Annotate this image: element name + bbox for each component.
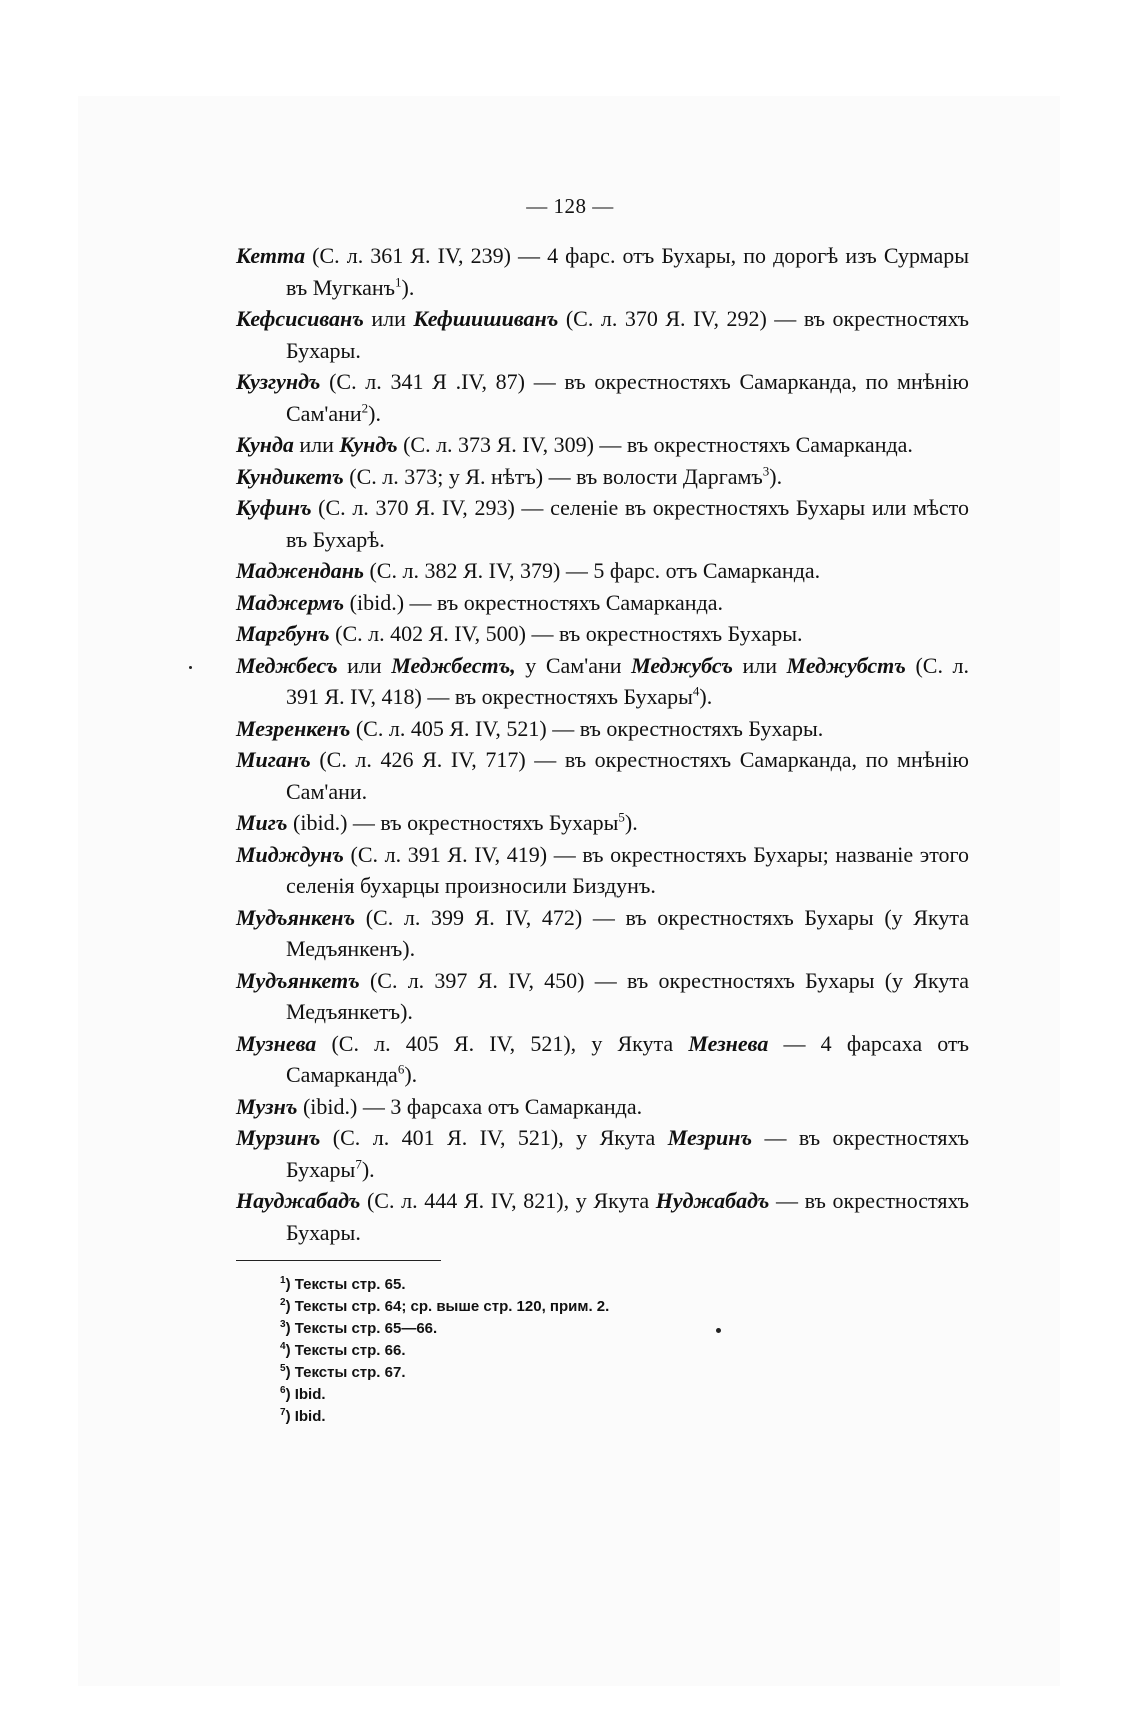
entry-tail: ). <box>624 810 638 835</box>
entry <box>236 429 969 461</box>
footnote-number: 4 <box>280 1341 286 1352</box>
entry-term: Маджермъ <box>236 589 345 615</box>
footnote-ref: 5 <box>618 809 625 825</box>
entry <box>236 650 969 713</box>
entry-text: (ibid.) — 3 фарсаха отъ Самарканда. <box>297 1093 643 1119</box>
entry-text: (ibid.) — въ окрестностяхъ Самарканда. <box>344 589 724 615</box>
footnote-ref: 4 <box>692 683 700 699</box>
entry-term: Мезнева <box>688 1030 769 1056</box>
entry <box>236 366 969 429</box>
entry-tail: ). <box>401 274 415 300</box>
footnote-ref: 6 <box>397 1061 405 1077</box>
entry-term: Мидждунъ <box>236 841 344 867</box>
footnote-number: 7 <box>280 1407 286 1418</box>
footnote-text: ) Тексты стр. 65—66. <box>285 1320 438 1337</box>
footnote-number: 2 <box>280 1297 286 1308</box>
entry <box>236 461 969 493</box>
entry-text: (С. л. 405 Я. IV, 521), у Якута <box>316 1030 689 1056</box>
entry-text: — въ окрестностяхъ Бухары. <box>286 1188 969 1245</box>
footnote-text: ) Тексты стр. 64; ср. выше стр. 120, прим. 2. <box>285 1298 610 1315</box>
entry-tail: ). <box>404 1062 418 1087</box>
entry-term: Науджабадъ <box>236 1188 361 1213</box>
footnote-text: ) Ibid. <box>285 1408 326 1425</box>
entry-text: (С. л. 401 Я. IV, 521), у Якута <box>320 1125 668 1150</box>
entry-text: (С. л. 391 Я. IV, 418) — въ окрестностяхъ Бухары <box>286 652 970 709</box>
entry-term: Мезренкенъ <box>236 715 351 741</box>
footnote <box>280 1318 609 1340</box>
footnote <box>280 1274 609 1296</box>
entry-text: или <box>732 652 787 678</box>
entry-term: Маджендань <box>236 558 364 583</box>
entry-term: Меджубсъ <box>631 652 733 678</box>
entry-text: или <box>337 652 392 678</box>
footnote-text: ) Тексты стр. 67. <box>285 1364 406 1381</box>
entry <box>236 492 969 555</box>
footnotes <box>280 1274 609 1428</box>
footnote <box>280 1296 609 1318</box>
entry <box>236 618 969 650</box>
footnote <box>280 1384 609 1406</box>
entry-term: Меджубстъ <box>786 652 906 678</box>
entry-term: Маргбунъ <box>236 621 330 646</box>
entry-text: — 4 фарсаха отъ Самарканда <box>286 1030 969 1087</box>
entry-tail: ). <box>699 684 713 709</box>
entry-term: Мезринъ <box>667 1125 753 1150</box>
entry-text: (С. л. 402 Я. IV, 500) — въ окрестностяхъ Бухары. <box>329 621 803 646</box>
footnote-number: 3 <box>280 1319 286 1330</box>
entry-text: (С. л. 426 Я. IV, 717) — въ окрестностяхъ Самарканда, по мнѣнію Сам'ани. <box>286 747 969 804</box>
entry-term: Музнъ <box>236 1093 298 1119</box>
entry <box>236 965 969 1028</box>
entry <box>236 713 969 745</box>
entry <box>236 303 969 366</box>
footnote-number: 1 <box>280 1275 286 1286</box>
entry-text: (С. л. 405 Я. IV, 521) — въ окрестностяхъ Бухары. <box>350 715 824 741</box>
entry-term: Мудъянкетъ <box>236 967 360 993</box>
entry-term: Нуджабадъ <box>655 1188 770 1213</box>
entry-term: Кетта <box>236 243 306 268</box>
entry-term: Кунда <box>236 432 294 457</box>
entry-term: Кузгундъ <box>236 369 321 394</box>
entry <box>236 807 969 839</box>
entry-term: Кундъ <box>339 432 398 457</box>
entry-text: (С. л. 341 Я .IV, 87) — въ окрестностяхъ Самарканда, по мнѣнію Сам'ани <box>286 369 969 426</box>
entry-term: Мудъянкенъ <box>236 904 356 930</box>
footnote <box>280 1340 609 1362</box>
entry-text: (С. л. 361 Я. IV, 239) — 4 фарс. отъ Бухары, по дорогѣ изъ Сурмары въ Мугканъ <box>286 243 969 300</box>
gazetteer-entries <box>236 240 969 1248</box>
entry-term: Музнева <box>236 1030 317 1056</box>
entry <box>236 1185 969 1248</box>
entry-text: (ibid.) — въ окрестностяхъ Бухары <box>287 810 619 835</box>
entry-text: (С. л. 373 Я. IV, 309) — въ окрестностяхъ Самарканда. <box>397 432 913 457</box>
entry-text: (С. л. 370 Я. IV, 293) — селеніе въ окрестностяхъ Бухары или мѣсто въ Бухарѣ. <box>286 495 969 552</box>
footnote-number: 6 <box>280 1385 286 1396</box>
entry <box>236 839 969 902</box>
entry <box>236 587 969 619</box>
entry-term: Кундикетъ <box>236 463 344 489</box>
entry-term: Меджбесъ <box>236 652 338 678</box>
entry-text: у Сам'ани <box>515 652 632 678</box>
entry-text: (С. л. 444 Я. IV, 821), у Якута <box>360 1188 656 1213</box>
entry-text: (С. л. 370 Я. IV, 292) — въ окрестностяхъ Бухары. <box>286 306 969 363</box>
entry <box>236 240 969 303</box>
entry-tail: ). <box>361 1156 375 1182</box>
entry-term: Мигъ <box>236 810 288 835</box>
entry-tail: ). <box>368 400 381 426</box>
footnote-text: ) Тексты стр. 66. <box>285 1342 406 1359</box>
footnote <box>280 1406 609 1428</box>
entry <box>236 1122 969 1185</box>
entry <box>236 555 969 587</box>
entry-text: (С. л. 397 Я. IV, 450) — въ окрестностяхъ Бухары (у Якута Медъянкетъ). <box>286 967 969 1024</box>
entry-text: или <box>363 306 414 331</box>
footnote-text: ) Ibid. <box>285 1386 326 1403</box>
footnote-ref: 3 <box>762 463 770 479</box>
entry-text: (С. л. 373; у Я. нѣтъ) — въ волости Даргамъ <box>343 463 763 489</box>
entry-text: — въ окрестностяхъ Бухары <box>286 1125 969 1182</box>
entry-text: (С. л. 382 Я. IV, 379) — 5 фарс. отъ Самарканда. <box>363 558 821 583</box>
entry-term: Меджбестъ, <box>391 652 516 678</box>
footnote-ref: 1 <box>395 274 402 290</box>
entry-text: (С. л. 391 Я. IV, 419) — въ окрестностяхъ Бухары; названіе этого селенія бухарцы произносили Биздунъ. <box>286 841 969 898</box>
entry <box>236 744 969 807</box>
footnote-number: 5 <box>280 1363 286 1374</box>
footnote-text: ) Тексты стр. 65. <box>285 1276 406 1293</box>
entry-text: (С. л. 399 Я. IV, 472) — въ окрестностяхъ Бухары (у Якута Медъянкенъ). <box>286 904 969 961</box>
footnote-ref: 7 <box>355 1156 362 1172</box>
stray-mark <box>716 1328 721 1333</box>
entry-term: Мурзинъ <box>236 1125 321 1150</box>
entry-tail: ). <box>769 463 783 489</box>
footnote-ref: 2 <box>361 400 369 416</box>
entry-term: Кефшишиванъ <box>413 306 559 331</box>
entry <box>236 902 969 965</box>
stray-mark <box>189 666 192 669</box>
entry-term: Миганъ <box>236 747 311 772</box>
entry-term: Кефсисиванъ <box>236 306 364 331</box>
entry-term: Куфинъ <box>236 495 312 520</box>
entry <box>236 1028 969 1091</box>
footnote-divider <box>236 1260 441 1261</box>
page-number: — 128 — <box>526 194 614 218</box>
entry <box>236 1091 969 1123</box>
entry-text: или <box>293 432 340 457</box>
footnote <box>280 1362 609 1384</box>
